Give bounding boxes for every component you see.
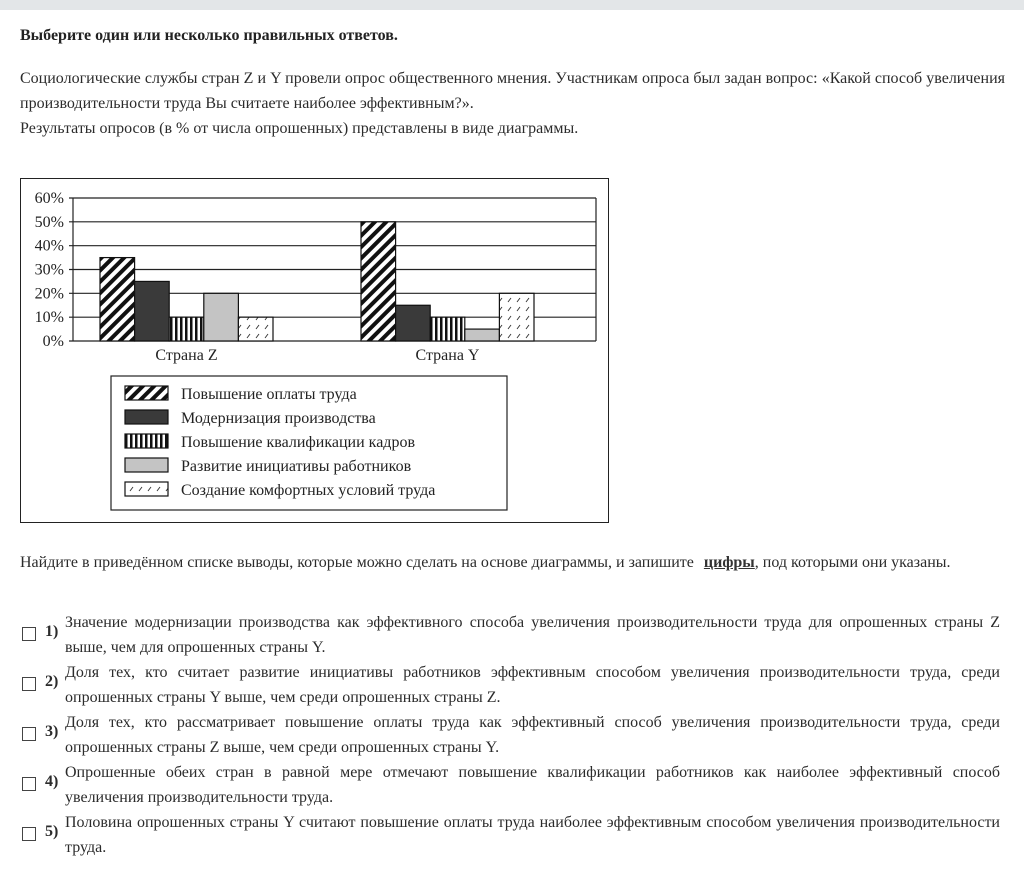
y-tick-label: 0%: [42, 333, 64, 350]
task-text: [20, 550, 1005, 575]
intro-text: Социологические службы стран Z и Y провели опрос общественного мнения. Участникам опроса был задан вопрос: «Какой способ увеличения производительности труда Вы считаете наиболее эффективным?».: [20, 70, 1005, 112]
instruction: Выберите один или несколько правильных ответов.: [20, 27, 398, 44]
option-3-text: Доля тех, кто рассматривает повышение оплаты труда как эффективный способ увеличения производительности труда, среди опрошенных страны Z выше, чем среди опрошенных страны Y.: [65, 714, 1000, 756]
option-2-number: 2): [45, 673, 59, 690]
chart-canvas: [20, 178, 610, 524]
bar: [361, 222, 396, 341]
y-tick-label: 10%: [34, 309, 64, 327]
legend-label: Создание комфортных условий труда: [181, 482, 436, 499]
intro-text-results: Результаты опросов (в % от числа опрошенных) представлены в виде диаграммы.: [20, 120, 579, 137]
option-1[interactable]: [20, 610, 1005, 660]
option-3-checkbox[interactable]: [22, 727, 36, 741]
option-5-number: 5): [45, 823, 59, 840]
y-tick-label: 40%: [34, 237, 64, 255]
option-3-number: 3): [45, 723, 59, 740]
bar: [499, 293, 534, 341]
bar: [169, 317, 204, 341]
y-tick-label: 50%: [34, 213, 64, 231]
option-2-checkbox[interactable]: [22, 677, 36, 691]
legend-swatch: [125, 386, 168, 400]
bar: [135, 281, 170, 341]
option-3[interactable]: [20, 710, 1005, 760]
legend-swatch: [125, 458, 168, 472]
option-2[interactable]: [20, 660, 1005, 710]
legend-swatch: [125, 410, 168, 424]
legend-swatch: [125, 482, 168, 496]
option-1-number: 1): [45, 623, 59, 640]
bar: [238, 317, 273, 341]
y-tick-label: 60%: [34, 190, 64, 207]
x-category-label: Страна Z: [155, 347, 218, 364]
legend-label: Повышение квалификации кадров: [181, 434, 415, 451]
option-1-text: Значение модернизации производства как эффективного способа увеличения производительности труда для опрошенных страны Z выше, чем для опрошенных страны Y.: [65, 614, 1000, 656]
bar: [430, 317, 465, 341]
bar: [100, 258, 135, 341]
option-1-checkbox[interactable]: [22, 627, 36, 641]
task-text-after: , под которыми они указаны.: [754, 554, 951, 571]
x-category-label: Страна Y: [415, 347, 480, 364]
y-tick-label: 30%: [34, 261, 64, 279]
question-intro: [20, 66, 1005, 141]
legend-label: Повышение оплаты труда: [181, 386, 357, 403]
option-4-checkbox[interactable]: [22, 777, 36, 791]
legend-label: Развитие инициативы работников: [181, 458, 412, 475]
option-4-text: Опрошенные обеих стран в равной мере отмечают повышение квалификации работников как наиболее эффективный способ увеличения производительности труда.: [65, 764, 1000, 806]
chart-bars: [100, 222, 534, 341]
option-5-text: Половина опрошенных страны Y считают повышение оплаты труда наиболее эффективным способом увеличения производительности труда.: [65, 814, 1000, 856]
bar-chart: [20, 178, 609, 523]
task-text-before: Найдите в приведённом списке выводы, которые можно сделать на основе диаграммы, и запишите: [20, 554, 694, 571]
option-4[interactable]: [20, 760, 1005, 810]
bar: [204, 293, 239, 341]
option-5[interactable]: [20, 810, 1005, 860]
option-5-checkbox[interactable]: [22, 827, 36, 841]
bar: [465, 329, 500, 341]
answer-options: [20, 610, 1005, 860]
option-4-number: 4): [45, 773, 59, 790]
chart-legend: [111, 376, 507, 510]
top-bar: [0, 0, 1024, 10]
bar: [396, 305, 431, 341]
task-emphasis: цифры: [703, 554, 755, 571]
legend-label: Модернизация производства: [181, 410, 376, 427]
y-tick-label: 20%: [34, 285, 64, 303]
option-2-text: Доля тех, кто считает развитие инициативы работников эффективным способом увеличения производительности труда, среди опрошенных страны Y выше, чем среди опрошенных страны Z.: [65, 664, 1000, 706]
legend-swatch: [125, 434, 168, 448]
